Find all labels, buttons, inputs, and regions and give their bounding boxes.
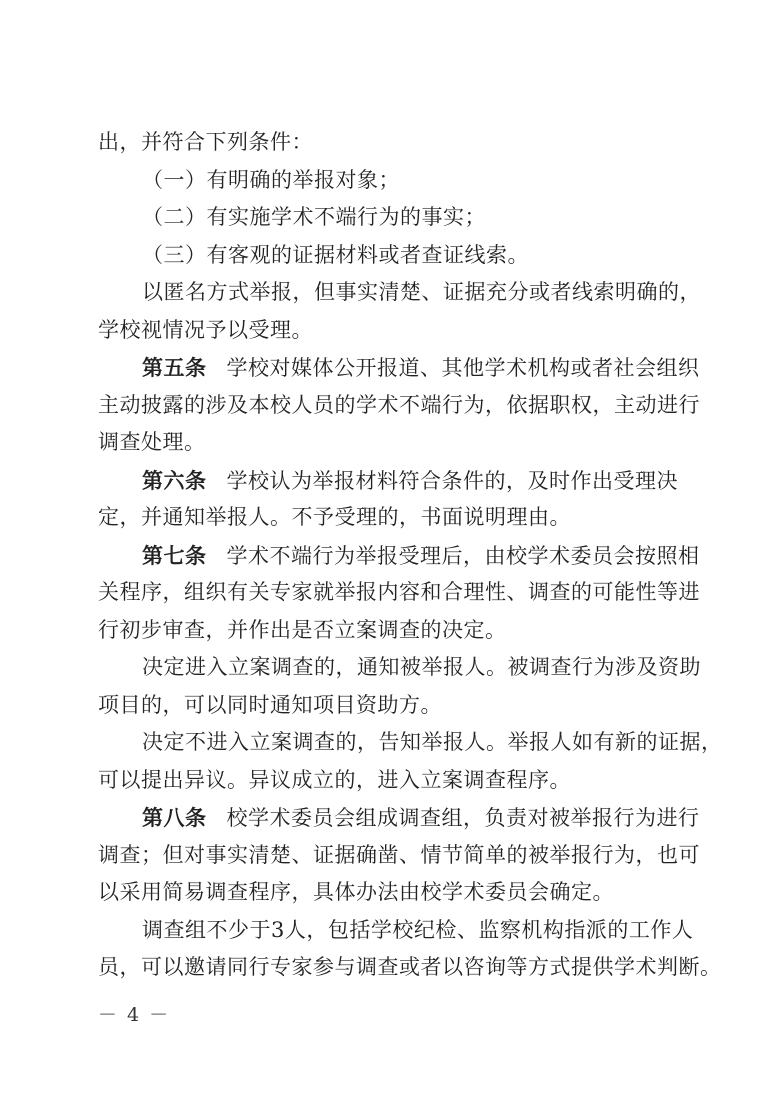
article-7-start: 第七条 学术不端行为举报受理后，由校学术委员会按照相: [142, 542, 700, 568]
article-5-start: 第五条 学校对媒体公开报道、其他学术机构或者社会组织: [142, 355, 700, 380]
list-item-1: （一）有明确的举报对象；: [142, 167, 400, 192]
paragraph-start: 以匿名方式举报，但事实清楚、证据充分或者线索明确的，: [142, 280, 701, 304]
list-item-3: （三）有客观的证据材料或者查证线索。: [142, 242, 529, 267]
article-label: 第五条: [142, 355, 207, 380]
text-line: 项目的，可以同时通知项目资助方。: [98, 692, 442, 717]
text-line: 定，并通知举报人。不予受理的，书面说明理由。: [98, 505, 571, 529]
text-line: 关程序，组织有关专家就举报内容和合理性、调查的可能性等进: [98, 580, 700, 604]
article-8-start: 第八条 校学术委员会组成调查组，负责对被举报行为进行: [142, 805, 700, 830]
page-number: － 4 －: [98, 1004, 171, 1026]
text-line: 以采用简易调查程序，具体办法由校学术委员会确定。: [98, 880, 614, 904]
article-label: 第八条: [142, 805, 207, 830]
text-line: 调查处理。: [98, 430, 206, 454]
article-label: 第七条: [142, 542, 207, 568]
text-line: 员，可以邀请同行专家参与调查或者以咨询等方式提供学术判断。: [98, 955, 722, 979]
text-line: 主动披露的涉及本校人员的学术不端行为，依据职权，主动进行: [98, 392, 700, 417]
article-6-start: 第六条 学校认为举报材料符合条件的，及时作出受理决: [142, 467, 678, 493]
list-item-2: （二）有实施学术不端行为的事实；: [142, 205, 486, 229]
text-line: 出，并符合下列条件：: [98, 130, 313, 154]
body-text: [98, 124, 723, 987]
text-line: 可以提出异议。异议成立的，进入立案调查程序。: [98, 767, 571, 792]
paragraph-start: 决定进入立案调查的，通知被举报人。被调查行为涉及资助: [142, 655, 701, 679]
paragraph-start: 调查组不少于3人，包括学校纪检、监察机构指派的工作人: [142, 917, 694, 942]
article-label: 第六条: [142, 467, 207, 493]
text-line: 行初步审查，并作出是否立案调查的决定。: [98, 617, 507, 642]
paragraph-start: 决定不进入立案调查的，告知举报人。举报人如有新的证据，: [142, 730, 723, 754]
text-line: 学校视情况予以受理。: [98, 317, 313, 342]
text-line: 调查；但对事实清楚、证据确凿、情节简单的被举报行为，也可: [98, 842, 700, 867]
